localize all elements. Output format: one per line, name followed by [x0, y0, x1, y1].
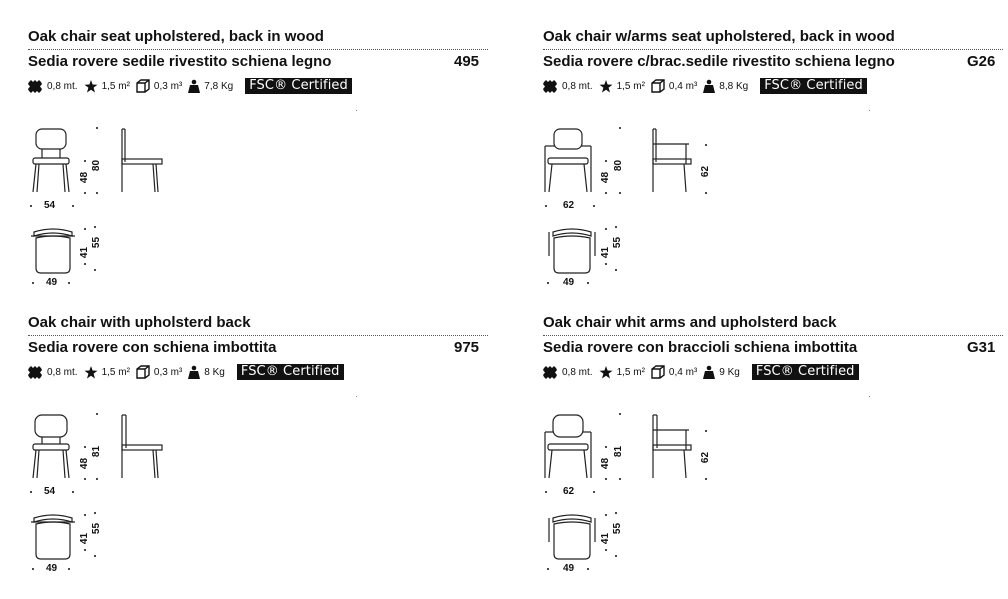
dim-seat-height: 48	[600, 171, 612, 184]
dim-depth: 55	[91, 236, 103, 249]
spec-weight	[188, 365, 225, 379]
armchair-front-view	[543, 414, 593, 480]
dimension-marker-dot	[705, 192, 707, 194]
dimension-marker-dot	[615, 226, 617, 228]
dimension-marker-dot	[593, 491, 595, 493]
product-title-en: Oak chair whit arms and upholsterd back	[543, 314, 837, 331]
product-title-en: Oak chair with upholsterd back	[28, 314, 251, 331]
dimension-marker-dot	[96, 413, 98, 415]
spec-leather-value: 1,5 m²	[616, 366, 645, 378]
dimension-marker-dot	[619, 478, 621, 480]
fabric-roll-icon	[543, 366, 558, 379]
spec-weight	[703, 79, 748, 93]
spec-row	[28, 364, 344, 380]
spec-volume	[136, 79, 182, 93]
spec-volume-value: 0,3 m³	[153, 366, 183, 378]
dimension-marker-dot	[547, 568, 549, 570]
dimension-marker-dot	[605, 192, 607, 194]
weight-icon	[188, 365, 200, 379]
dimension-marker-dot	[84, 192, 86, 194]
dimension-drawings	[28, 116, 208, 296]
chair-side-view	[118, 414, 166, 480]
fabric-roll-icon	[28, 80, 43, 93]
dimension-marker-dot	[605, 160, 607, 162]
dim-depth: 55	[612, 236, 624, 249]
dimension-marker-dot	[605, 228, 607, 230]
spec-leather-value: 1,5 m²	[616, 80, 645, 92]
product-card-495	[28, 28, 488, 313]
dimension-marker-dot	[32, 568, 34, 570]
spec-weight	[188, 79, 233, 93]
spec-fabric	[28, 366, 78, 379]
dim-seat-height: 48	[79, 457, 91, 470]
speck	[356, 396, 357, 397]
product-code: 495	[454, 53, 480, 70]
spec-leather-value: 1,5 m²	[101, 366, 130, 378]
spec-volume	[651, 365, 697, 379]
leather-hide-icon	[84, 366, 98, 379]
dimension-marker-dot	[94, 269, 96, 271]
dimension-marker-dot	[68, 282, 70, 284]
dimension-marker-dot	[619, 413, 621, 415]
armchair-front-view	[543, 128, 593, 194]
speck	[356, 110, 357, 111]
spec-row	[543, 78, 867, 94]
product-code: G31	[967, 339, 996, 356]
box-volume-icon	[136, 79, 150, 93]
dim-seat-height: 48	[79, 171, 91, 184]
armchair-top-view	[547, 226, 597, 276]
spec-weight-value: 9 Kg	[719, 366, 740, 378]
dim-seat-width: 49	[563, 563, 575, 574]
spec-weight	[703, 365, 740, 379]
dim-arm-height: 62	[700, 165, 712, 178]
dimension-marker-dot	[615, 555, 617, 557]
dimension-marker-dot	[605, 263, 607, 265]
dimension-marker-dot	[605, 549, 607, 551]
weight-icon	[703, 365, 715, 379]
dimension-drawings	[28, 402, 208, 582]
dimension-marker-dot	[545, 205, 547, 207]
chair-front-view	[28, 128, 74, 194]
dimension-marker-dot	[619, 127, 621, 129]
product-title-it: Sedia rovere c/brac.sedile rivestito schiena legno	[543, 53, 895, 70]
spec-leather	[84, 80, 130, 93]
fsc-badge: FSC® Certified	[245, 78, 352, 94]
dim-seat-width: 49	[46, 277, 58, 288]
dotted-divider	[543, 49, 1003, 50]
dim-arm-height: 62	[700, 451, 712, 464]
spec-fabric-value: 0,8 mt.	[562, 80, 593, 92]
dimension-marker-dot	[545, 491, 547, 493]
dimension-marker-dot	[615, 269, 617, 271]
dotted-divider	[543, 335, 1003, 336]
fabric-roll-icon	[543, 80, 558, 93]
dimension-marker-dot	[94, 555, 96, 557]
dimension-marker-dot	[619, 192, 621, 194]
spec-weight-value: 8,8 Kg	[719, 80, 749, 92]
dim-seat-depth: 41	[79, 246, 91, 259]
dim-depth: 55	[612, 522, 624, 535]
dimension-marker-dot	[32, 282, 34, 284]
spec-leather	[599, 366, 645, 379]
spec-row	[28, 78, 352, 94]
product-title-en: Oak chair w/arms seat upholstered, back in wood	[543, 28, 895, 45]
dimension-marker-dot	[94, 512, 96, 514]
spec-fabric-value: 0,8 mt.	[562, 366, 593, 378]
dimension-marker-dot	[587, 568, 589, 570]
dimension-marker-dot	[605, 446, 607, 448]
leather-hide-icon	[599, 80, 613, 93]
product-title-en: Oak chair seat upholstered, back in wood	[28, 28, 324, 45]
dimension-marker-dot	[84, 478, 86, 480]
dimension-marker-dot	[30, 491, 32, 493]
armchair-side-view	[649, 414, 695, 480]
dim-height: 81	[91, 445, 103, 458]
spec-volume-value: 0,4 m³	[668, 80, 698, 92]
product-title-it: Sedia rovere con braccioli schiena imbottita	[543, 339, 858, 356]
dimension-marker-dot	[84, 228, 86, 230]
dimension-marker-dot	[84, 160, 86, 162]
product-title-it: Sedia rovere con schiena imbottita	[28, 339, 277, 356]
box-volume-icon	[136, 365, 150, 379]
dimension-marker-dot	[68, 568, 70, 570]
chair-side-view	[118, 128, 166, 194]
spec-weight-value: 7,8 Kg	[204, 80, 234, 92]
dimension-marker-dot	[96, 478, 98, 480]
dimension-marker-dot	[587, 282, 589, 284]
dim-seat-depth: 41	[600, 246, 612, 259]
dim-seat-width: 49	[563, 277, 575, 288]
spec-weight-value: 8 Kg	[204, 366, 225, 378]
dotted-divider	[28, 49, 488, 50]
chair-front-view	[28, 414, 74, 480]
dim-height: 80	[91, 159, 103, 172]
dimension-marker-dot	[30, 205, 32, 207]
dim-width: 54	[44, 200, 56, 211]
dimension-marker-dot	[94, 226, 96, 228]
dim-height: 80	[613, 159, 625, 172]
spec-leather	[599, 80, 645, 93]
spec-fabric-value: 0,8 mt.	[47, 366, 78, 378]
dim-seat-depth: 41	[79, 532, 91, 545]
dimension-marker-dot	[72, 205, 74, 207]
box-volume-icon	[651, 365, 665, 379]
leather-hide-icon	[599, 366, 613, 379]
speck	[869, 110, 870, 111]
dimension-marker-dot	[84, 263, 86, 265]
fsc-badge: FSC® Certified	[760, 78, 867, 94]
armchair-top-view	[547, 512, 597, 562]
spec-fabric	[543, 80, 593, 93]
dimension-marker-dot	[96, 127, 98, 129]
fsc-badge: FSC® Certified	[752, 364, 859, 380]
dimension-marker-dot	[96, 192, 98, 194]
dimension-drawings	[543, 116, 723, 296]
dimension-marker-dot	[615, 512, 617, 514]
chair-top-view	[30, 226, 76, 276]
weight-icon	[703, 79, 715, 93]
dim-width: 62	[563, 486, 575, 497]
dimension-marker-dot	[547, 282, 549, 284]
box-volume-icon	[651, 79, 665, 93]
dotted-divider	[28, 335, 488, 336]
weight-icon	[188, 79, 200, 93]
product-title-it: Sedia rovere sedile rivestito schiena legno	[28, 53, 332, 70]
chair-top-view	[30, 512, 76, 562]
spec-leather-value: 1,5 m²	[101, 80, 130, 92]
spec-fabric	[28, 80, 78, 93]
speck	[869, 396, 870, 397]
dim-seat-width: 49	[46, 563, 58, 574]
dimension-marker-dot	[593, 205, 595, 207]
dimension-marker-dot	[72, 491, 74, 493]
armchair-side-view	[649, 128, 695, 194]
dimension-marker-dot	[705, 478, 707, 480]
spec-fabric-value: 0,8 mt.	[47, 80, 78, 92]
spec-volume	[136, 365, 182, 379]
spec-volume-value: 0,4 m³	[668, 366, 698, 378]
product-card-g26	[543, 28, 1003, 313]
dimension-marker-dot	[84, 549, 86, 551]
spec-fabric	[543, 366, 593, 379]
dimension-drawings	[543, 402, 723, 582]
dimension-marker-dot	[84, 446, 86, 448]
product-code: G26	[967, 53, 996, 70]
product-code: 975	[454, 339, 480, 356]
product-card-g31	[543, 314, 1003, 599]
dim-width: 62	[563, 200, 575, 211]
spec-row	[543, 364, 859, 380]
dim-seat-depth: 41	[600, 532, 612, 545]
spec-volume	[651, 79, 697, 93]
spec-volume-value: 0,3 m³	[153, 80, 183, 92]
dim-width: 54	[44, 486, 56, 497]
dim-seat-height: 48	[600, 457, 612, 470]
product-card-975	[28, 314, 488, 599]
dimension-marker-dot	[605, 478, 607, 480]
dimension-marker-dot	[705, 144, 707, 146]
dimension-marker-dot	[605, 514, 607, 516]
dim-depth: 55	[91, 522, 103, 535]
dimension-marker-dot	[84, 514, 86, 516]
fsc-badge: FSC® Certified	[237, 364, 344, 380]
spec-leather	[84, 366, 130, 379]
dim-height: 81	[613, 445, 625, 458]
dimension-marker-dot	[705, 430, 707, 432]
leather-hide-icon	[84, 80, 98, 93]
fabric-roll-icon	[28, 366, 43, 379]
